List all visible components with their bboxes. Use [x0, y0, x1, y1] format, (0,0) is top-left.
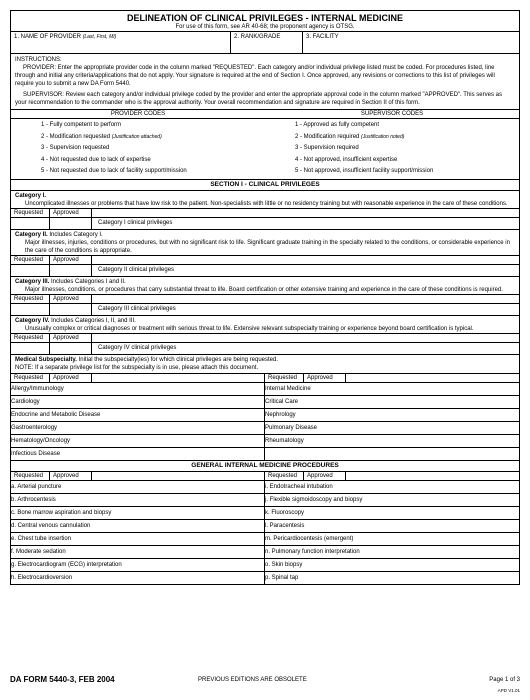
requested-code-cell[interactable]	[11, 343, 50, 354]
provider-codes-list	[11, 119, 265, 179]
form-number: DA FORM 5440-3, FEB 2004	[10, 675, 115, 684]
code-item: 1 - Approved as fully competent	[295, 122, 380, 128]
requested-column-label: Requested	[265, 374, 304, 382]
requested-approved-header	[11, 471, 519, 480]
provider-codes-heading: PROVIDER CODES	[110, 111, 166, 117]
subspecialty-item: Infectious Disease	[11, 448, 265, 460]
subspecialty-item: Internal Medicine	[265, 385, 311, 392]
code-item: 3 - Supervision required	[295, 145, 359, 151]
category-block: Category IV. Includes Categories I, II, and III. Unusually complex or critical diagnoses or treatment with serious threat to life. Extensive relevant subspecialty training or experience beyond board certification is typical.	[11, 315, 519, 333]
procedure-row	[11, 571, 519, 584]
category-block: Category III. Includes Categories I and II. Major illnesses, conditions, or procedures that carry substantial threat to life. Board certification or other extensive training and experience in the care of these conditions is required.	[11, 276, 519, 294]
procedures-table	[11, 471, 519, 584]
requested-column-label: Requested	[11, 295, 50, 303]
requested-code-cell[interactable]	[11, 218, 50, 229]
subspecialty-row	[11, 421, 519, 434]
subspecialty-item: Endocrine and Metabolic Disease	[11, 409, 265, 421]
subspecialty-item: Allergy/Immunology	[11, 383, 265, 395]
procedures-heading: GENERAL INTERNAL MEDICINE PROCEDURES	[11, 460, 519, 471]
category-name: Category I.	[15, 192, 47, 199]
category-block	[11, 190, 519, 208]
code-item: 4 - Not approved, insufficient expertise	[295, 156, 398, 163]
category-name: Category II.	[15, 231, 48, 238]
procedure-item: k. Fluoroscopy	[265, 509, 305, 516]
subspecialty-row	[11, 395, 519, 408]
procedure-row	[11, 493, 519, 506]
approved-column-label: Approved	[50, 209, 92, 217]
requested-column-label: Requested	[11, 374, 50, 382]
subspecialty-item: Pulmonary Disease	[265, 424, 318, 431]
procedure-item: e. Chest tube insertion	[11, 533, 265, 545]
category-privilege-row: Category I clinical privileges	[11, 217, 519, 229]
code-item: 1 - Fully competent to perform	[41, 122, 122, 128]
approved-column-label: Approved	[50, 295, 92, 303]
instructions: INSTRUCTIONS: PROVIDER: Enter the appropriate provider code in the column marked "REQUESTED". Each category and/or individual privilege listed must be coded. For procedures listed, line through and initial any criteria/applications that do not apply. Your signature is required at the end of Section I. Once approved, any revisions or corrections to this list of privileges will require you to submit a new DA Form 5440. SUPERVISOR: Review each category and/or individual privilege coded by the provider and enter the appropriate approval code in the column marked "APPROVED". This serves as your recommendation to the commander who is the approval authority. Your overall recommendation and signature are required in Section II of this form.	[11, 53, 519, 109]
approved-column-label: Approved	[304, 472, 346, 480]
category-block: Category II. Includes Category I. Major illnesses, injuries, conditions or procedures, but with no significant risk to life. Significant graduate training in the specialty related to the conditions, or considerable experience in the care of the conditions is appropriate.	[11, 229, 519, 255]
procedure-row	[11, 545, 519, 558]
provider-fields-row	[11, 31, 519, 53]
subspecialty-row	[11, 382, 519, 395]
procedure-row	[11, 506, 519, 519]
category-description: Major illnesses, conditions, or procedures that carry substantial threat to life. Board certification or other extensive training and experience in the care of these conditions is required.	[25, 286, 503, 293]
category-name: Category III.	[15, 278, 50, 285]
subspecialty-row	[11, 447, 519, 460]
requested-approved-header	[11, 373, 519, 382]
requested-approved-header	[11, 294, 519, 303]
approved-code-cell[interactable]	[50, 218, 92, 229]
page-number: Page 1 of 3	[489, 677, 520, 683]
procedure-item: f. Moderate sedation	[11, 546, 265, 558]
name-field[interactable]: 1. NAME OF PROVIDER (Last, First, MI)	[11, 32, 231, 53]
code-item: 2 - Modification required (Justification noted)	[295, 133, 405, 140]
procedure-item: h. Electrocardioversion	[11, 572, 265, 584]
subspecialty-block: Medical Subspecialty. Initial the subspecialty(ies) for which clinical privileges are being requested. NOTE: If a separate privilege list for the subspecialty is in use, please attach this document.	[11, 354, 519, 373]
form-subtitle: For use of this form, see AR 40-68; the proponent agency is OTSG.	[175, 24, 355, 30]
supervisor-codes-heading: SUPERVISOR CODES	[360, 111, 424, 117]
subspecialty-item: Rheumatology	[265, 437, 304, 444]
privileges-form	[10, 10, 520, 585]
codes-table	[11, 109, 519, 179]
form-title: DELINEATION OF CLINICAL PRIVILEGES - INTERNAL MEDICINE	[126, 13, 403, 23]
code-item: 5 - Not approved, insufficient facility support/mission	[295, 168, 434, 174]
subspecialty-row	[11, 408, 519, 421]
category-privilege-row: Category II clinical privileges	[11, 264, 519, 276]
requested-column-label: Requested	[11, 334, 50, 342]
facility-field[interactable]: 3. FACILITY	[306, 34, 339, 40]
approved-code-cell[interactable]	[50, 343, 92, 354]
requested-approved-header	[11, 208, 519, 217]
procedure-row	[11, 519, 519, 532]
requested-column-label: Requested	[11, 256, 50, 264]
approved-code-cell[interactable]	[50, 265, 92, 276]
code-item: 5 - Not requested due to lack of facility support/mission	[41, 168, 187, 174]
requested-column-label: Requested	[11, 472, 50, 480]
provider-instructions: PROVIDER: Enter the appropriate provider code in the column marked "REQUESTED". Each category and/or individual privilege listed must be coded. For procedures listed, line through and initial any criteria/applications that do not apply. Your signature is required at the end of Section I. Once approved, any revisions or corrections to this list of privileges will require you to submit a new DA Form 5440.	[15, 65, 495, 87]
procedure-item: m. Pericardiocentesis (emergent)	[265, 535, 354, 542]
requested-approved-header	[11, 255, 519, 264]
approved-column-label: Approved	[50, 472, 92, 480]
subspecialty-item: Gastroenterology	[11, 422, 265, 434]
category-privilege-row: Category III clinical privileges	[11, 303, 519, 315]
procedure-item: o. Skin biopsy	[265, 561, 303, 568]
procedure-item: p. Spinal tap	[265, 574, 299, 581]
subspecialty-item: Critical Care	[265, 398, 299, 405]
category-description: Unusually complex or critical diagnoses or treatment with serious threat to life. Extensive relevant subspecialty training or experience beyond board certification is typical.	[25, 325, 474, 332]
requested-code-cell[interactable]	[11, 304, 50, 315]
subspecialty-item: Nephrology	[265, 411, 296, 418]
requested-approved-header	[11, 333, 519, 342]
category-description: Major illnesses, injuries, conditions or procedures, but with no significant risk to life. Significant graduate training in the specialty related to the conditions, or considerable experience in the care of the conditions is appropriate.	[25, 239, 510, 254]
subspecialty-table	[11, 373, 519, 460]
requested-code-cell[interactable]	[11, 265, 50, 276]
code-item: 2 - Modification requested (Justification attached)	[41, 133, 162, 140]
procedure-item: j. Flexible sigmoidoscopy and biopsy	[265, 496, 363, 503]
procedure-item: b. Arthrocentesis	[11, 494, 265, 506]
subspecialty-item: Cardiology	[11, 396, 265, 408]
approved-column-label: Approved	[304, 374, 346, 382]
category-name: Category IV.	[15, 317, 50, 324]
approved-code-cell[interactable]	[50, 304, 92, 315]
approved-column-label: Approved	[50, 256, 92, 264]
procedure-item: c. Bone marrow aspiration and biopsy	[11, 507, 265, 519]
supervisor-codes-list	[265, 119, 519, 179]
requested-column-label: Requested	[265, 472, 304, 480]
approved-column-label: Approved	[50, 334, 92, 342]
code-item: 4 - Not requested due to lack of expertise	[41, 156, 151, 163]
procedure-item: d. Central venous cannulation	[11, 520, 265, 532]
category-privilege-row: Category IV clinical privileges	[11, 342, 519, 354]
approved-column-label: Approved	[50, 374, 92, 382]
rank-field[interactable]: 2. RANK/GRADE	[231, 32, 303, 53]
subspecialty-row	[11, 434, 519, 447]
categories	[11, 190, 519, 354]
code-item: 3 - Supervision requested	[41, 145, 110, 151]
procedure-item: a. Arterial puncture	[11, 481, 265, 493]
subspecialty-item: Hematology/Oncology	[11, 435, 265, 447]
version: APD V1.01	[497, 688, 520, 693]
obsolete-note: PREVIOUS EDITIONS ARE OBSOLETE	[198, 677, 307, 683]
category-description: Uncomplicated illnesses or problems that have low risk to the patient. Non-specialists with little or no residency training but with reasonable experience in the care of these conditions.	[25, 200, 508, 207]
procedure-item: i. Endotracheal intubation	[265, 483, 333, 490]
procedure-row	[11, 558, 519, 571]
supervisor-instructions: SUPERVISOR: Review each category and/or individual privilege coded by the provider and enter the appropriate approval code in the column marked "APPROVED". This serves as your recommendation to the commander who is the approval authority. Your overall recommendation and signature are required in Section II of this form.	[15, 92, 502, 106]
procedure-row	[11, 480, 519, 493]
section-1-heading: SECTION I - CLINICAL PRIVILEGES	[11, 179, 519, 190]
procedure-item: g. Electrocardiogram (ECG) interpretation	[11, 559, 265, 571]
requested-column-label: Requested	[11, 209, 50, 217]
procedure-item: n. Pulmonary function interpretation	[265, 548, 360, 555]
procedure-item: l. Paracentesis	[265, 522, 305, 529]
procedure-row	[11, 532, 519, 545]
